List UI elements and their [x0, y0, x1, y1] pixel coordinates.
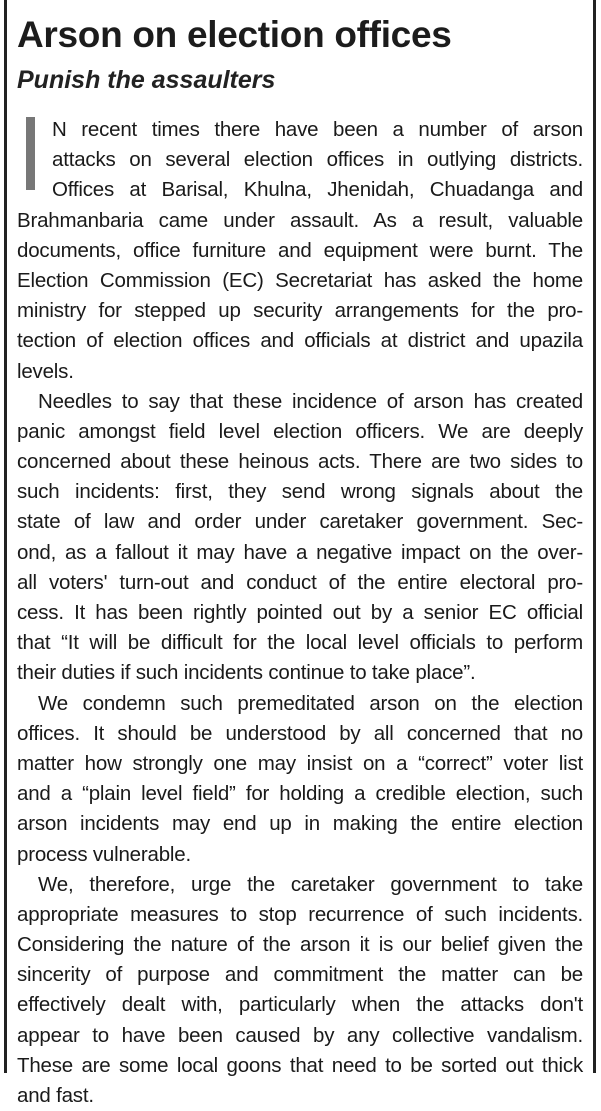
text-line: documents, office furniture and equipment were burnt. The	[17, 238, 583, 262]
text-line: matter how strongly one may insist on a “correct” voter list	[17, 751, 583, 775]
text-line: These are some local goons that need to be sorted out thick	[17, 1053, 583, 1077]
article-body	[17, 115, 583, 1111]
text-line: such incidents: first, they send wrong signals about the	[17, 480, 583, 504]
text-line: and a “plain level field” for holding a credible election, such	[17, 782, 583, 806]
text-line: sincerity of purpose and commitment the matter can be	[17, 963, 583, 987]
text-line: Brahmanbaria came under assault. As a result, valuable	[17, 208, 583, 232]
text-line: attacks on several election offices in outlying districts.	[52, 148, 583, 172]
text-line: all voters' turn-out and conduct of the entire electoral pro-	[17, 570, 583, 594]
text-line: levels.	[17, 359, 74, 383]
paragraph	[17, 689, 583, 870]
text-line: their duties if such incidents continue to take place”.	[17, 661, 476, 685]
text-line: panic amongst field level election officers. We are deeply	[17, 419, 583, 443]
paragraph	[17, 870, 583, 1111]
text-line: arson incidents may end up in making the entire election	[17, 812, 583, 836]
text-line: state of law and order under caretaker government. Sec-	[17, 510, 583, 534]
text-line: Considering the nature of the arson it is our belief given the	[17, 933, 583, 957]
text-line: and fast.	[17, 1084, 94, 1107]
column-rule-left	[4, 0, 7, 1073]
text-line: Needles to say that these incidence of arson has created	[38, 389, 583, 413]
text-line: offices. It should be understood by all concerned that no	[17, 721, 583, 745]
text-line: appropriate measures to stop recurrence of such incidents.	[17, 902, 583, 926]
text-line: N recent times there have been a number of arson	[52, 118, 583, 141]
headline: Arson on election offices	[17, 14, 452, 55]
text-line: We condemn such premeditated arson on the election	[38, 691, 583, 715]
text-line: appear to have been caused by any collective vandalism.	[17, 1023, 583, 1047]
text-line: tection of election offices and officials at district and upazila	[17, 329, 583, 353]
column-rule-right	[593, 0, 596, 1073]
text-line: effectively dealt with, particularly when the attacks don't	[17, 993, 583, 1017]
text-line: process vulnerable.	[17, 842, 191, 866]
subheadline: Punish the assaulters	[17, 66, 276, 94]
text-line: concerned about these heinous acts. There are two sides to	[17, 450, 583, 474]
paragraph	[17, 115, 583, 387]
text-line: Offices at Barisal, Khulna, Jhenidah, Chuadanga and	[52, 178, 583, 202]
text-line: ond, as a fallout it may have a negative impact on the over-	[17, 540, 583, 564]
text-line: We, therefore, urge the caretaker government to take	[38, 872, 583, 896]
text-line: Election Commission (EC) Secretariat has asked the home	[17, 268, 583, 292]
paragraph	[17, 387, 583, 689]
text-line: that “It will be difficult for the local level officials to perform	[17, 631, 583, 655]
text-line: ministry for stepped up security arrangements for the pro-	[17, 299, 583, 323]
text-line: cess. It has been rightly pointed out by a senior EC official	[17, 601, 583, 624]
